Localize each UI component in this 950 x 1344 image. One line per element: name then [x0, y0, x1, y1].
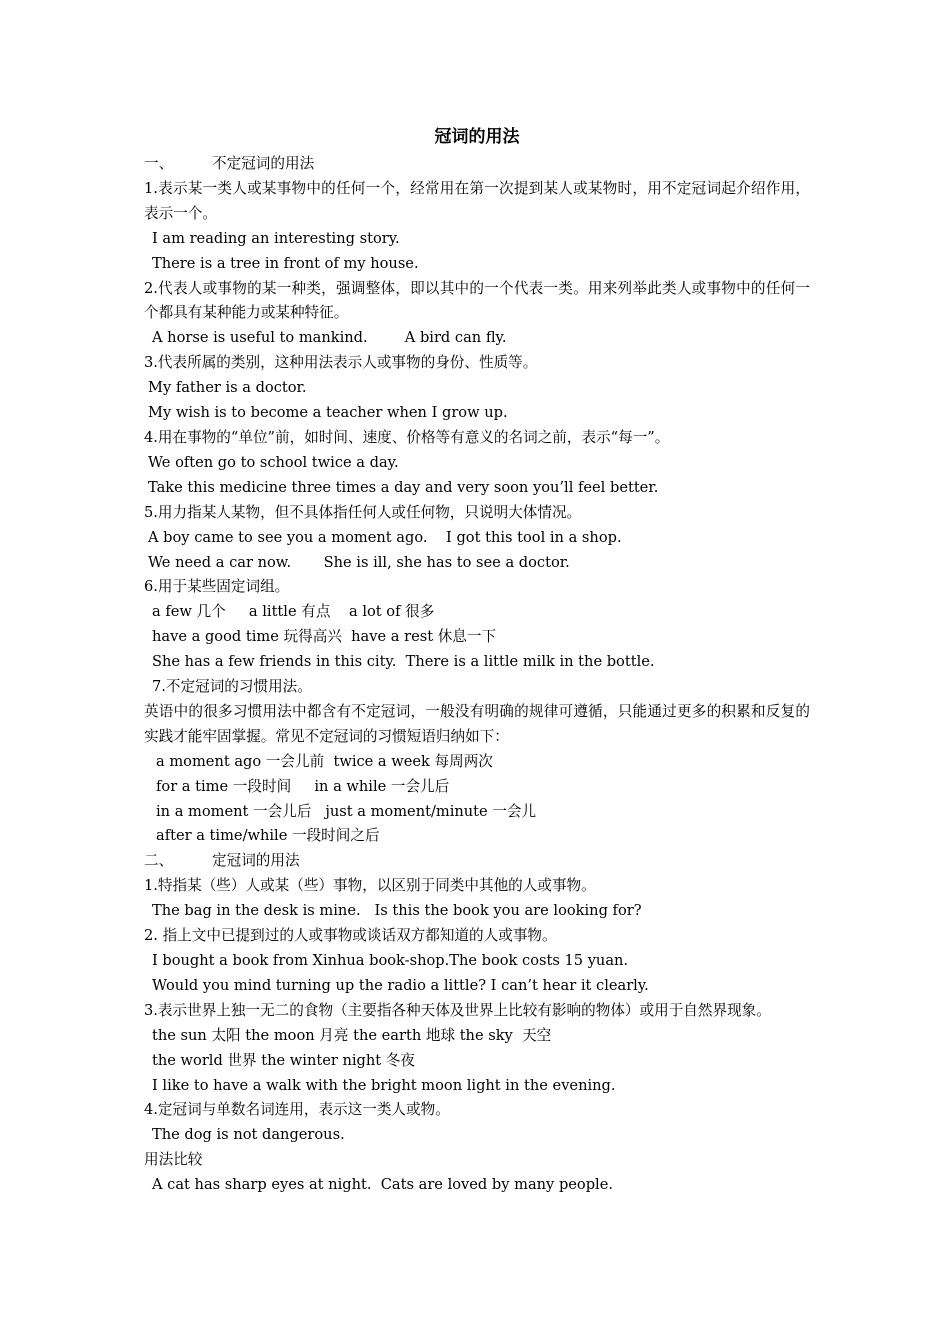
- text-line: Would you mind turning up the radio a little? I can’t hear it clearly.: [152, 976, 649, 994]
- text-line: 3.代表所属的类别，这种用法表示人或事物的身份、性质等。: [144, 354, 538, 372]
- text-line: after a time/while 一段时间之后: [156, 827, 380, 845]
- text-line: for a time 一段时间 in a while 一会儿后: [156, 777, 450, 795]
- text-line: I like to have a walk with the bright moon light in the evening.: [152, 1076, 616, 1094]
- text-line: 5.用力指某人某物，但不具体指任何人或任何物，只说明大体情况。: [144, 503, 582, 521]
- text-line: My wish is to become a teacher when I grow up.: [148, 404, 508, 422]
- text-line: 2. 指上文中已提到过的人或事物或谈话双方都知道的人或事物。: [144, 927, 557, 945]
- section-heading-1: [144, 152, 810, 177]
- text-line: She has a few friends in this city. There is a little milk in the bottle.: [152, 653, 655, 671]
- text-line: 1.表示某一类人或某事物中的任何一个，经常用在第一次提到某人或某物时，用不定冠词起介绍作用，表示一个。: [144, 179, 810, 222]
- text-line: A boy came to see you a moment ago. I got this tool in a shop.: [148, 528, 622, 546]
- text-line: The bag in the desk is mine. Is this the book you are looking for?: [152, 902, 642, 920]
- section-2-body: [144, 874, 810, 1198]
- text-line: My father is a doctor.: [148, 379, 307, 397]
- text-line: A horse is useful to mankind. A bird can fly.: [152, 329, 507, 347]
- text-line: the sun 太阳 the moon 月亮 the earth 地球 the sky 天空: [152, 1026, 552, 1044]
- text-line: 用法比较: [144, 1151, 203, 1169]
- text-line: 英语中的很多习惯用法中都含有不定冠词，一般没有明确的规律可遵循，只能通过更多的积累和反复的实践才能牢固掌握。常见不定冠词的习惯短语归纳如下：: [144, 702, 810, 745]
- section-heading-2: [144, 849, 810, 874]
- text-line: 1.特指某（些）人或某（些）事物，以区别于同类中其他的人或事物。: [144, 877, 596, 895]
- text-line: 7.不定冠词的习惯用法。: [152, 678, 312, 696]
- text-line: I bought a book from Xinhua book-shop.The book costs 15 yuan.: [152, 952, 629, 969]
- document-title: 冠词的用法: [434, 127, 520, 147]
- text-line: the world 世界 the winter night 冬夜: [152, 1051, 415, 1069]
- text-line: have a good time 玩得高兴 have a rest 休息一下: [152, 628, 497, 646]
- text-line: a moment ago 一会儿前 twice a week 每周两次: [156, 752, 493, 770]
- text-line: 3.表示世界上独一无二的食物（主要指各种天体及世界上比较有影响的物体）或用于自然界现象。: [144, 1001, 771, 1019]
- text-line: The dog is not dangerous.: [152, 1126, 345, 1144]
- text-line: a few 几个 a little 有点 a lot of 很多: [152, 603, 435, 621]
- text-line: We need a car now. She is ill, she has to see a doctor.: [148, 553, 570, 571]
- text-line: There is a tree in front of my house.: [152, 254, 419, 272]
- text-line: 2.代表人或事物的某一种类，强调整体，即以其中的一个代表一类。用来列举此类人或事物中的任何一个都具有某种能力或某种特征。: [144, 279, 810, 322]
- text-line: 4.用在事物的“单位”前，如时间、速度、价格等有意义的名词之前，表示“每一”。: [144, 428, 670, 446]
- section-number: 一、: [144, 155, 174, 172]
- text-line: in a moment 一会儿后 just a moment/minute 一会儿: [156, 802, 537, 820]
- text-line: Take this medicine three times a day and very soon you’ll feel better.: [148, 478, 659, 496]
- section-heading-text: 定冠词的用法: [212, 852, 300, 870]
- text-line: We often go to school twice a day.: [148, 453, 399, 471]
- text-line: 6.用于某些固定词组。: [144, 578, 290, 596]
- document-page: [144, 122, 810, 1198]
- text-line: A cat has sharp eyes at night. Cats are loved by many people.: [152, 1176, 613, 1194]
- section-1-body: [144, 177, 810, 849]
- section-number: 二、: [144, 852, 174, 870]
- section-heading-text: 不定冠词的用法: [212, 155, 315, 172]
- text-line: 4.定冠词与单数名词连用，表示这一类人或物。: [144, 1101, 450, 1119]
- text-line: I am reading an interesting story.: [152, 229, 400, 247]
